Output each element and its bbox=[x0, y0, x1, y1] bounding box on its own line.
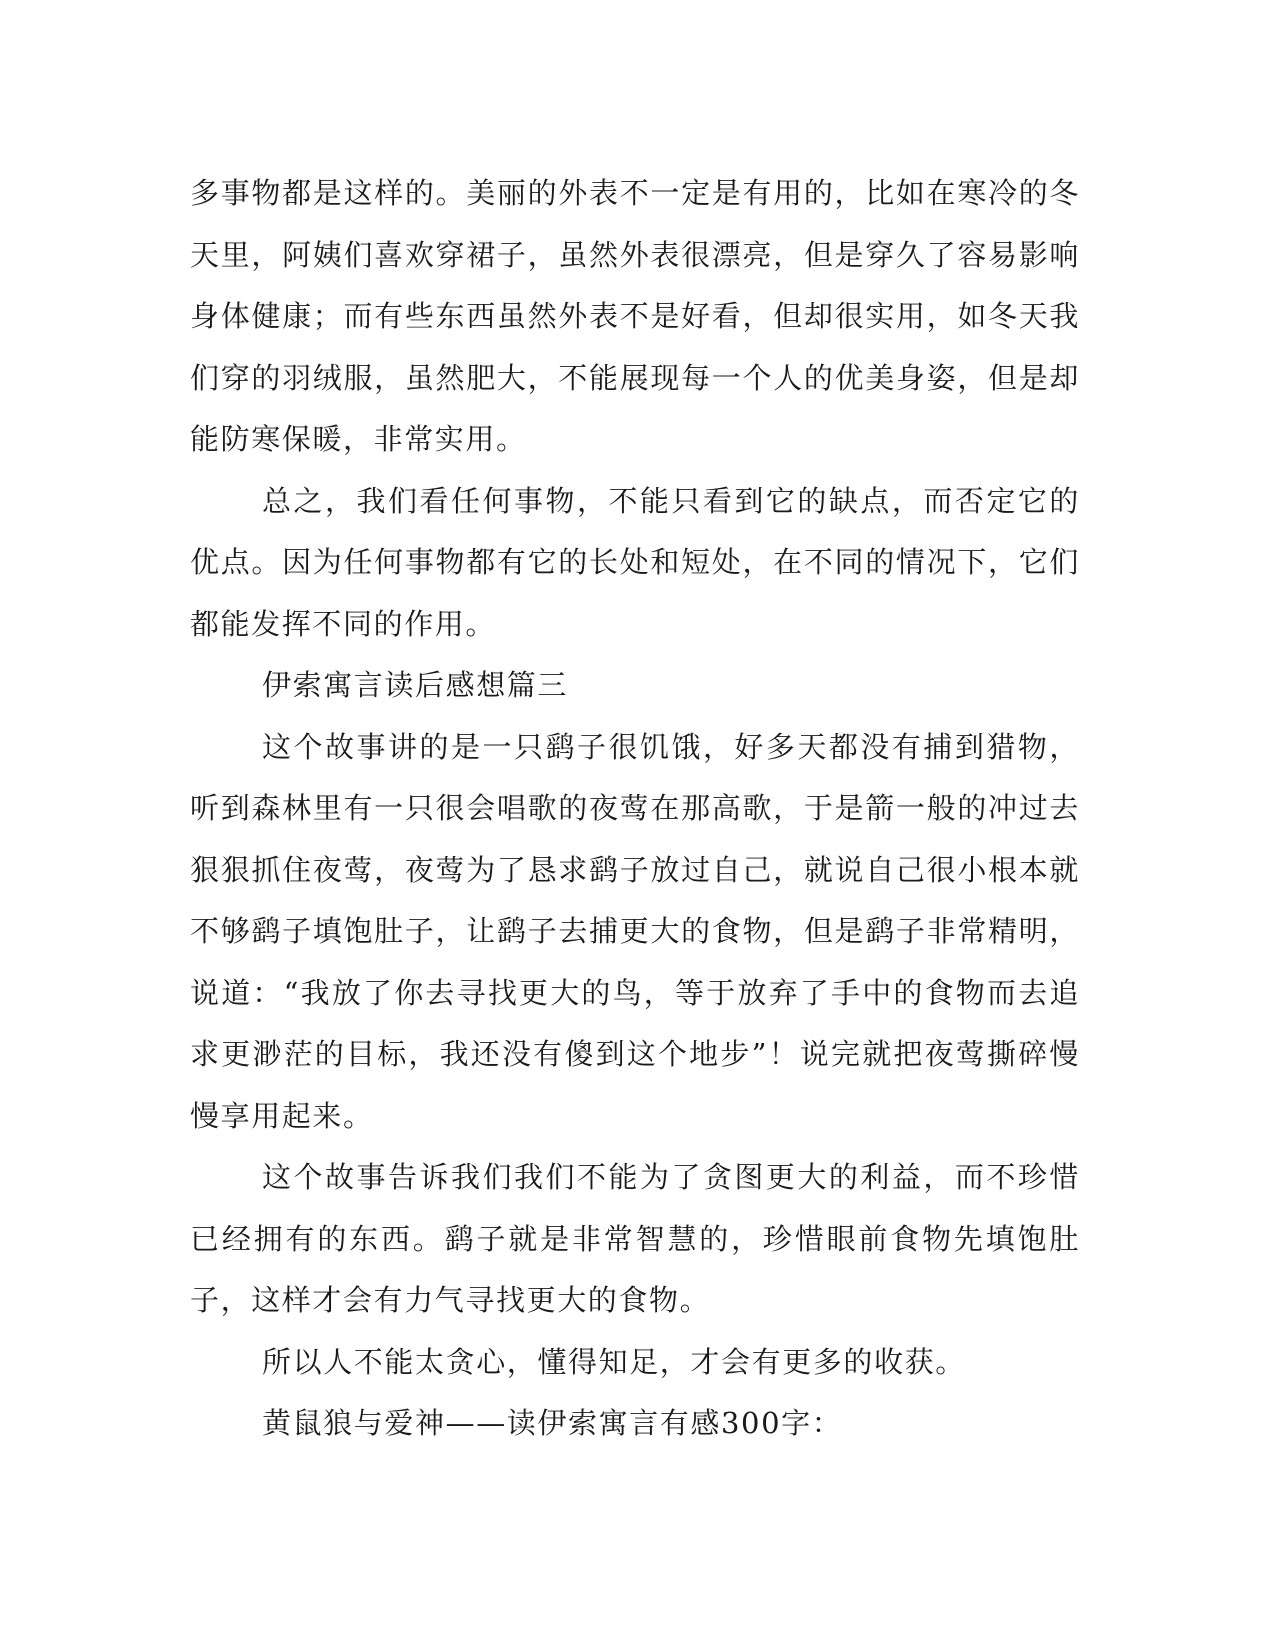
paragraph: 这个故事告诉我们我们不能为了贪图更大的利益，而不珍惜已经拥有的东西。鹞子就是非常智慧的，珍惜眼前食物先填饱肚子，这样才会有力气寻找更大的食物。 bbox=[190, 1160, 1080, 1317]
paragraph: 多事物都是这样的。美丽的外表不一定是有用的，比如在寒冷的冬天里，阿姨们喜欢穿裙子，虽然外表很漂亮，但是穿久了容易影响身体健康；而有些东西虽然外表不是好看，但却很实用，如冬天我们穿的羽绒服，虽然肥大，不能展现每一个人的优美身姿，但是却能防寒保暖，非常实用。 bbox=[190, 176, 1080, 456]
section-heading: 黄鼠狼与爱神——读伊索寓言有感300字： bbox=[262, 1406, 843, 1440]
paragraph: 这个故事讲的是一只鹞子很饥饿，好多天都没有捕到猎物，听到森林里有一只很会唱歌的夜莺在那高歌，于是箭一般的冲过去狠狠抓住夜莺，夜莺为了恳求鹞子放过自己，就说自己很小根本就不够鹞子填饱肚子，让鹞子去捕更大的食物，但是鹞子非常精明，说道：“我放了你去寻找更大的鸟，等于放弃了手中的食物而去追求更渺茫的目标，我还没有傻到这个地步”！说完就把夜莺撕碎慢慢享用起来。 bbox=[190, 729, 1080, 1133]
paragraph: 总之，我们看任何事物，不能只看到它的缺点，而否定它的优点。因为任何事物都有它的长处和短处，在不同的情况下，它们都能发挥不同的作用。 bbox=[190, 483, 1080, 641]
document-body bbox=[190, 163, 1080, 1455]
section-heading: 伊索寓言读后感想篇三 bbox=[262, 668, 569, 702]
paragraph: 所以人不能太贪心，懂得知足，才会有更多的收获。 bbox=[262, 1344, 966, 1379]
